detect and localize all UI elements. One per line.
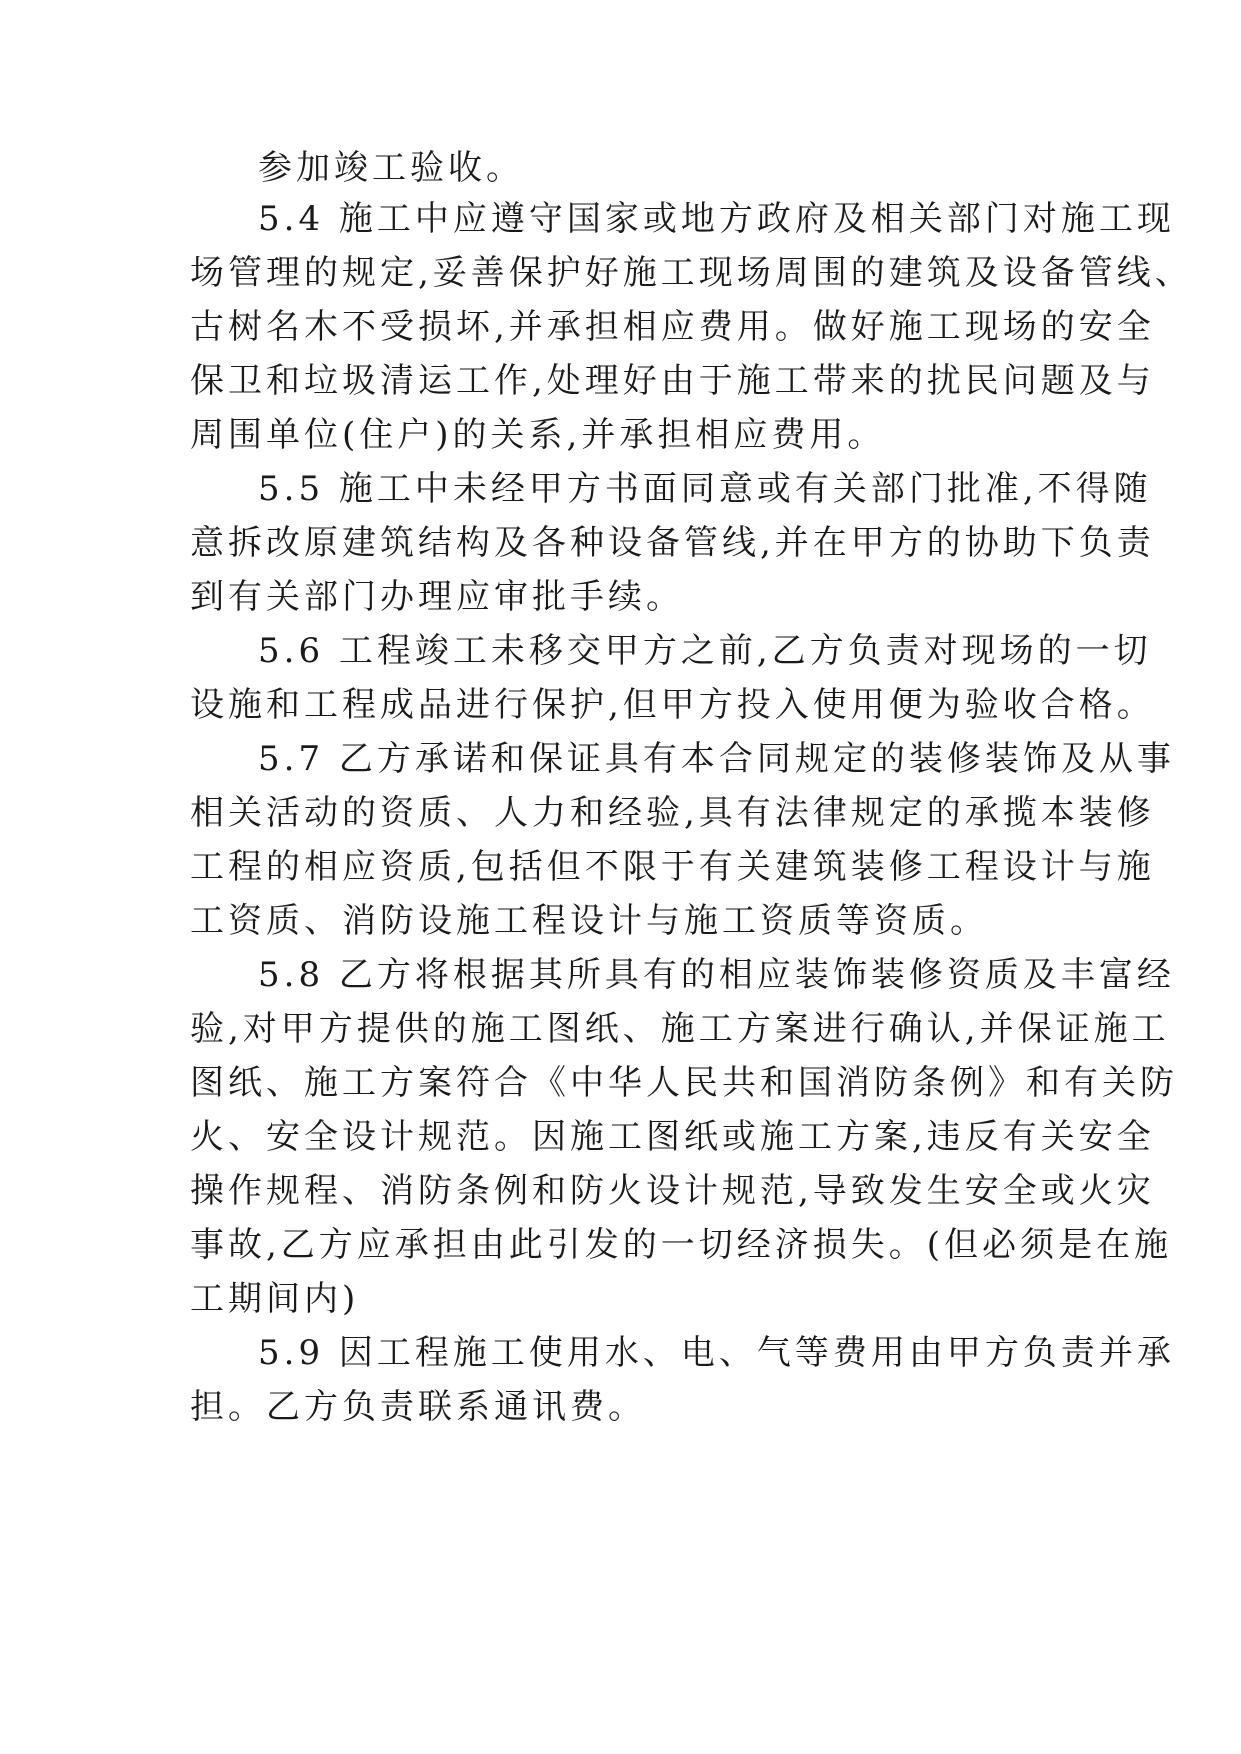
clause-5-4: 5.4 施工中应遵守国家或地方政府及相关部门对施工现 (258, 199, 1175, 239)
text-line: 工资质、消防设施工程设计与施工资质等资质。 (190, 901, 988, 941)
clause-5-6: 5.6 工程竣工未移交甲方之前,乙方负责对现场的一切 (258, 631, 1152, 671)
text-line: 意拆改原建筑结构及各种设备管线,并在甲方的协助下负责 (190, 523, 1155, 563)
text-line: 设施和工程成品进行保护,但甲方投入使用便为验收合格。 (190, 685, 1155, 725)
text-line: 场管理的规定,妥善保护好施工现场周围的建筑及设备管线、 (190, 253, 1193, 293)
text-line: 事故,乙方应承担由此引发的一切经济损失。(但必须是在施 (190, 1225, 1173, 1265)
text-line: 验,对甲方提供的施工图纸、施工方案进行确认,并保证施工 (190, 1009, 1170, 1049)
clause-5-8: 5.8 乙方将根据其所具有的相应装饰装修资质及丰富经 (258, 955, 1175, 995)
text-line: 保卫和垃圾清运工作,处理好由于施工带来的扰民问题及与 (190, 361, 1155, 401)
text-line: 古树名木不受损坏,并承担相应费用。做好施工现场的安全 (190, 307, 1155, 347)
text-line: 到有关部门办理应审批手续。 (190, 577, 684, 617)
clause-5-7: 5.7 乙方承诺和保证具有本合同规定的装修装饰及从事 (258, 739, 1175, 779)
text-line: 周围单位(住户)的关系,并承担相应费用。 (190, 415, 886, 455)
text-line: 工期间内) (190, 1279, 360, 1319)
clause-5-5: 5.5 施工中未经甲方书面同意或有关部门批准,不得随 (258, 469, 1152, 509)
clause-5-9: 5.9 因工程施工使用水、电、气等费用由甲方负责并承 (258, 1333, 1175, 1373)
text-line: 火、安全设计规范。因施工图纸或施工方案,违反有关安全 (190, 1117, 1155, 1157)
text-line: 担。乙方负责联系通讯费。 (190, 1387, 646, 1427)
text-line: 相关活动的资质、人力和经验,具有法律规定的承揽本装修 (190, 793, 1155, 833)
text-line: 图纸、施工方案符合《中华人民共和国消防条例》和有关防 (190, 1063, 1178, 1103)
text-line: 操作规程、消防条例和防火设计规范,导致发生安全或火灾 (190, 1171, 1155, 1211)
text-line: 参加竣工验收。 (258, 148, 524, 188)
text-line: 工程的相应资质,包括但不限于有关建筑装修工程设计与施 (190, 847, 1155, 887)
